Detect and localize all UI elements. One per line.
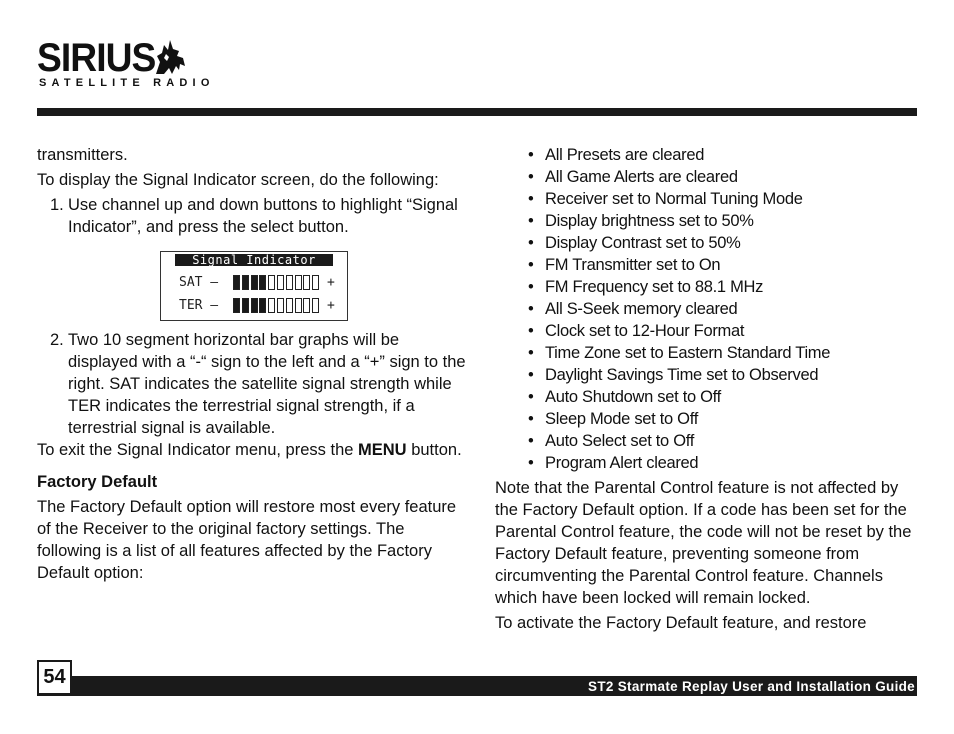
bar-segment: [277, 298, 284, 313]
left-column: [37, 144, 467, 584]
list-item: • All S-Seek memory cleared: [495, 298, 920, 320]
paragraph-activate: To activate the Factory Default feature, and restore: [495, 614, 867, 632]
bar-segment: [268, 298, 275, 313]
steps-list-continued: [37, 329, 467, 439]
step-1-number: 1.: [50, 196, 64, 214]
list-item: • Daylight Savings Time set to Observed: [495, 364, 920, 386]
lcd-ter-label: TER –: [179, 298, 219, 313]
ter-signal-bar: [233, 298, 321, 313]
bar-segment: [312, 298, 319, 313]
bar-segment: [233, 298, 240, 313]
list-item: • Program Alert cleared: [495, 452, 920, 474]
logo-wordmark: SIRIUS: [37, 36, 156, 80]
exit-text-pre: To exit the Signal Indicator menu, press the: [37, 441, 359, 459]
bar-segment: [312, 275, 319, 290]
bar-segment: [251, 275, 258, 290]
sat-signal-bar: [233, 275, 321, 290]
section-heading-factory-default: Factory Default: [37, 473, 158, 491]
menu-button-name: MENU: [358, 441, 407, 459]
paragraph-display-intro: To display the Signal Indicator screen, do the following:: [37, 171, 439, 189]
bar-segment: [295, 298, 302, 313]
list-item: • FM Transmitter set to On: [495, 254, 920, 276]
list-item: • All Presets are cleared: [495, 144, 920, 166]
step-1: [37, 194, 467, 238]
lcd-sat-plus: +: [327, 275, 335, 290]
list-item: • FM Frequency set to 88.1 MHz: [495, 276, 920, 298]
step-1-text: Use channel up and down buttons to highlight “Signal Indicator”, and press the select button.: [68, 196, 458, 236]
list-item: • Receiver set to Normal Tuning Mode: [495, 188, 920, 210]
list-item: • All Game Alerts are cleared: [495, 166, 920, 188]
list-item: • Auto Shutdown set to Off: [495, 386, 920, 408]
paragraph-factory-default: The Factory Default option will restore most every feature of the Receiver to the original factory settings. The following is a list of all features affected by the Factory Default option:: [37, 498, 457, 582]
header-rule: [37, 108, 917, 116]
list-item: • Display Contrast set to 50%: [495, 232, 920, 254]
bar-segment: [295, 275, 302, 290]
lcd-sat-label: SAT –: [179, 275, 219, 290]
list-item: • Clock set to 12-Hour Format: [495, 320, 920, 342]
bar-segment: [303, 275, 310, 290]
right-column: [495, 144, 920, 634]
list-item: • Sleep Mode set to Off: [495, 408, 920, 430]
step-2-text: Two 10 segment horizontal bar graphs will be displayed with a “-“ sign to the left and a “+” sign to the right. SAT indicates the satellite signal strength while TER indicates the terrestrial signal strength, if a terrestrial signal is available.: [68, 331, 466, 437]
bar-segment: [303, 298, 310, 313]
sirius-logo: [37, 36, 215, 92]
footer-guide-title: ST2 Starmate Replay User and Installation Guide: [588, 679, 915, 694]
paragraph-parental-control-note: Note that the Parental Control feature is not affected by the Factory Default option. If a code has been set for the Parental Control feature, the code will not be reset by the Factory Default feature, preventing someone from circumventing the Parental Control feature. Channels which have been locked will remain locked.: [495, 479, 912, 607]
bar-segment: [259, 275, 266, 290]
factory-default-feature-list: [495, 144, 920, 474]
lcd-ter-plus: +: [327, 298, 335, 313]
step-2: [37, 329, 467, 439]
bar-segment: [242, 298, 249, 313]
list-item: • Auto Select set to Off: [495, 430, 920, 452]
bar-segment: [233, 275, 240, 290]
logo-subtitle: SATELLITE RADIO: [39, 77, 215, 89]
step-2-number: 2.: [50, 331, 64, 349]
bar-segment: [251, 298, 258, 313]
bar-segment: [277, 275, 284, 290]
bar-segment: [242, 275, 249, 290]
bar-segment: [268, 275, 275, 290]
signal-indicator-lcd: [160, 251, 348, 321]
bar-segment: [286, 298, 293, 313]
paragraph-exit-menu: [37, 439, 467, 461]
list-item: • Time Zone set to Eastern Standard Time: [495, 342, 920, 364]
exit-text-post: button.: [406, 441, 462, 459]
list-item: • Display brightness set to 50%: [495, 210, 920, 232]
bar-segment: [259, 298, 266, 313]
paragraph-transmitters: transmitters.: [37, 146, 128, 164]
page-number: 54: [37, 660, 72, 695]
lcd-title: Signal Indicator: [175, 254, 333, 266]
steps-list: [37, 194, 467, 238]
bar-segment: [286, 275, 293, 290]
sirius-dog-icon: [150, 36, 190, 76]
